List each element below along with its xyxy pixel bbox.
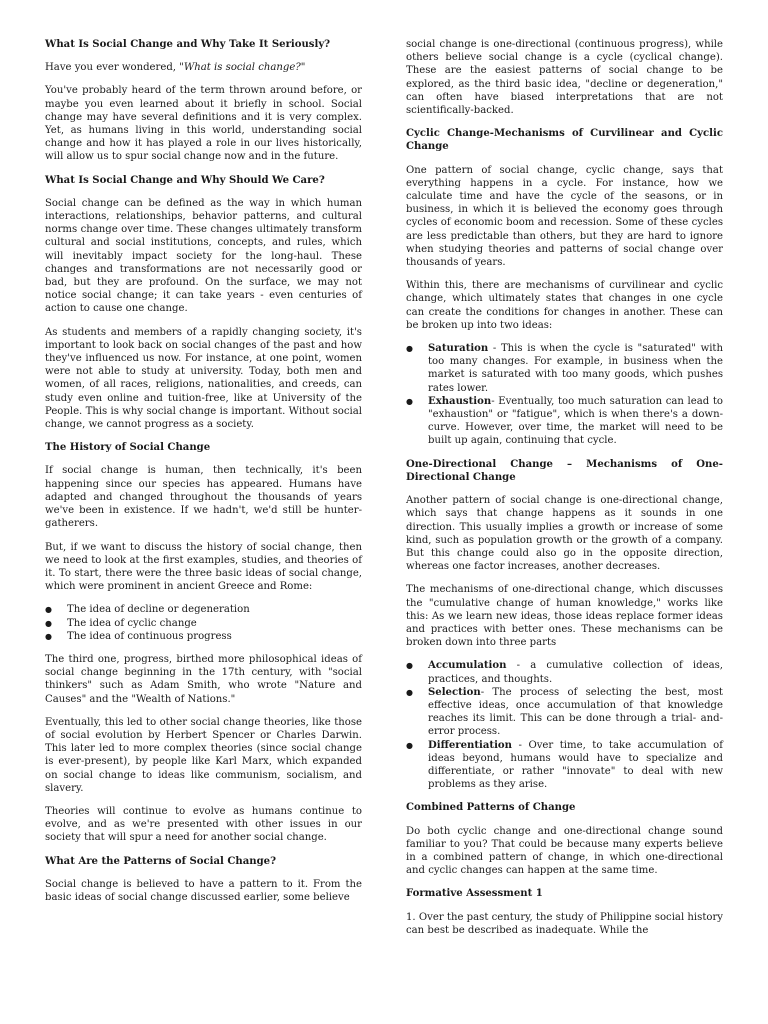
term: Differentiation: [428, 739, 512, 751]
heading-formative-assessment: Formative Assessment 1: [406, 888, 543, 900]
paragraph: One pattern of social change, cyclic change, says that everything happens in a cycle. For instance, how we calculate time and have the cycle of the seasons, or in business, in which it is believed the economy goes through cycles of economic boom and recession. Some of these cycles are less predictable than others, but they are hard to ignore when studying theories and patterns of social change over thousands of years.: [406, 164, 723, 269]
paragraph: social change is one-directional (continuous progress), while others believe social change is a cycle (cyclical change). These are the easiest patterns of social change to be explored, as the third basic idea, "decline or degeneration," can often have biased interpretations that are not scientifically-backed.: [406, 39, 723, 117]
list-item: ● Accumulation - a cumulative collection of ideas, practices, and thoughts.: [406, 659, 723, 685]
intro-quote: "What is social change?": [179, 62, 306, 74]
cyclic-mechanisms-list: [406, 342, 723, 448]
heading-cyclic-change: Cyclic Change-Mechanisms of Curvilinear and Cyclic Change: [406, 128, 723, 153]
list-item: ● The idea of decline or degeneration: [45, 603, 362, 616]
paragraph: As students and members of a rapidly changing society, it's important to look back on social changes of the past and how they've influenced us now. For instance, at one point, women were not able to study at university. Today, both men and women, of all races, religions, nationalities, and creeds, can study even online and tuition-free, like at University of the People. This is why social change is important. Without social change, we cannot progress as a society.: [45, 326, 362, 431]
paragraph: Within this, there are mechanisms of curvilinear and cyclic change, which ultimately states that changes in one cycle can create the conditions for changes in another. These can be broken up into two ideas:: [406, 280, 723, 331]
term: Saturation: [428, 343, 489, 355]
paragraph: Social change is believed to have a pattern to it. From the basic ideas of social change discussed earlier, some believe: [45, 878, 362, 903]
ideas-list: [45, 603, 362, 643]
term: Accumulation: [428, 660, 507, 672]
one-directional-mechanisms-list: [406, 659, 723, 791]
paragraph: Do both cyclic change and one-directional change sound familiar to you? That could be because many experts believe in a combined pattern of change, in which one-directional and cyclic changes can happen at the same time.: [406, 825, 723, 877]
list-item: ● Exhaustion- Eventually, too much saturation can lead to "exhaustion" or "fatigue", which is when there's a down-curve. However, over time, the market will need to be built up again, continuing that cycle.: [406, 395, 723, 448]
paragraph: The mechanisms of one-directional change, which discusses the "cumulative change of human knowledge," works like this: As we learn new ideas, those ideas replace former ideas and practices with better ones. These mechanisms can be broken down into three parts: [406, 584, 723, 649]
heading-one-directional: One-Directional Change – Mechanisms of One-Directional Change: [406, 458, 723, 483]
list-item: ● The idea of continuous progress: [45, 630, 362, 643]
paragraph: Another pattern of social change is one-directional change, which says that change happens as it sounds in one direction. This usually implies a growth or increase of some kind, such as population growth or the growth of a company. But this change could also go in the opposite direction, whereas one factor increases, another decreases.: [406, 495, 723, 573]
term: Selection: [428, 686, 481, 698]
list-item: ● Saturation - This is when the cycle is "saturated" with too many changes. For example, in business when the market is saturated with too many goods, which pushes rates lower.: [406, 342, 723, 395]
paragraph: The third one, progress, birthed more philosophical ideas of social change beginning in the 17th century, with "social thinkers" such as Adam Smith, who wrote "Nature and Causes" and the "Wealth of Nations.": [45, 653, 362, 705]
paragraph: Theories will continue to evolve as humans continue to evolve, and as we're presented with other issues in our society that will spur a need for another social change.: [45, 805, 362, 844]
heading-why-take-seriously: What Is Social Change and Why Take It Seriously?: [45, 39, 331, 50]
heading-combined-patterns: Combined Patterns of Change: [406, 802, 576, 814]
paragraph: If social change is human, then technically, it's been happening since our species has appeared. Humans have adapted and changed throughout the thousands of years we've been in existence. If we hadn't, we'd still be hunter-gatherers.: [45, 465, 362, 530]
heading-patterns: What Are the Patterns of Social Change?: [45, 855, 276, 867]
paragraph: Eventually, this led to other social change theories, like those of social evolution by Herbert Spencer or Charles Darwin. This later led to more complex theories (since social change is ever-present), by people like Karl Marx, which expanded on social change to ideas like communism, socialism, and slavery.: [45, 716, 362, 794]
left-column: [45, 38, 362, 914]
heading-history: The History of Social Change: [45, 442, 211, 454]
right-column: [406, 38, 723, 947]
paragraph: 1. Over the past century, the study of Philippine social history can best be described as inadequate. While the: [406, 911, 723, 936]
term: Exhaustion: [428, 395, 492, 407]
list-item: ● The idea of cyclic change: [45, 617, 362, 630]
paragraph: Social change can be defined as the way in which human interactions, relationships, behavior patterns, and cultural norms change over time. These changes ultimately transform cultural and social institutions, concepts, and rules, which will inevitably impact society for the long-haul. These changes and transformations are not necessarily good or bad, but they are profound. On the surface, we may not notice social change; it can take years - even centuries of action to cause one change.: [45, 197, 362, 315]
paragraph: But, if we want to discuss the history of social change, then we need to look at the first examples, studies, and theories of it. To start, there were the three basic ideas of social change, which were prominent in ancient Greece and Rome:: [45, 541, 362, 593]
list-item: ● Differentiation - Over time, to take accumulation of ideas beyond, humans would have to specialize and differentiate, or rather "innovate" to deal with new problems as they arise.: [406, 739, 723, 792]
heading-why-care: What Is Social Change and Why Should We Care?: [45, 174, 325, 186]
paragraph: You've probably heard of the term thrown around before, or maybe you even learned about it briefly in school. Social change may have several definitions and it is very complex. Yet, as humans living in this world, understanding social change and how it has played a role in our lives historically, will allow us to spur social change now and in the future.: [45, 85, 362, 163]
list-item: ● Selection- The process of selecting the best, most effective ideas, once accumulation of that knowledge reaches its limit. This can be done through a trial- and-error process.: [406, 686, 723, 739]
intro-paragraph: Have you ever wondered, "What is social change?": [45, 62, 306, 74]
